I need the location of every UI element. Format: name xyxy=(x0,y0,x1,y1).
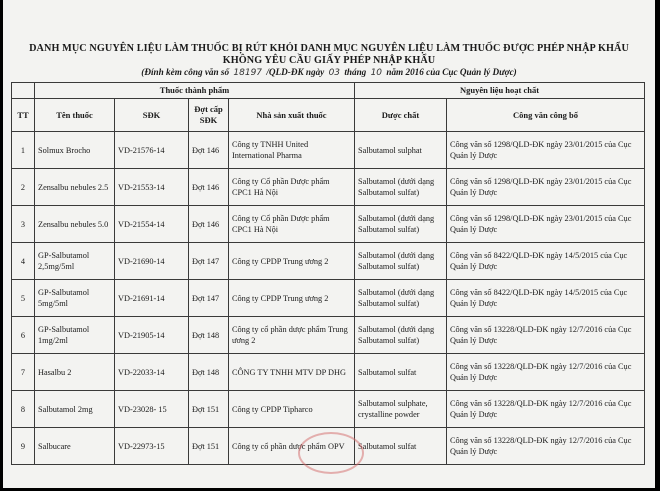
cell-name: GP-Salbutamol 5mg/5ml xyxy=(35,280,115,317)
column-header-name: Tên thuốc xyxy=(35,99,115,132)
table-row xyxy=(12,243,645,280)
cell-name: GP-Salbutamol 2,5mg/5ml xyxy=(35,243,115,280)
cell-tt: 3 xyxy=(12,206,35,243)
handwritten-day: 03 xyxy=(328,68,341,78)
cell-substance: Salbutamol sulphat xyxy=(355,132,447,169)
document-title-line2: KHÔNG YÊU CẦU GIẤY PHÉP NHẬP KHẨU xyxy=(222,55,436,66)
cell-manufacturer: Công ty CPDP Trung ương 2 xyxy=(229,280,355,317)
cell-tt: 6 xyxy=(12,317,35,354)
subtitle-part-c: tháng xyxy=(344,67,367,77)
table-row xyxy=(12,132,645,169)
header-tt-spacer xyxy=(12,83,35,99)
cell-batch: Đợt 148 xyxy=(189,354,229,391)
group-header-finished-product: Thuốc thành phẩm xyxy=(35,83,355,99)
cell-batch: Đợt 147 xyxy=(189,280,229,317)
subtitle-part-b: /QLD-ĐK ngày xyxy=(266,67,325,77)
cell-dispatch: Công văn số 1298/QLD-ĐK ngày 23/01/2015 của Cục Quản lý Dược xyxy=(447,169,645,206)
column-header-manufacturer: Nhà sản xuất thuốc xyxy=(229,99,355,132)
cell-name: GP-Salbutamol 1mg/2ml xyxy=(35,317,115,354)
column-header-dispatch: Công văn công bố xyxy=(447,99,645,132)
group-header-active-ingredient: Nguyên liệu hoạt chất xyxy=(355,83,645,99)
cell-tt: 2 xyxy=(12,169,35,206)
cell-name: Zensalbu nebules 2.5 xyxy=(35,169,115,206)
cell-name: Hasalbu 2 xyxy=(35,354,115,391)
cell-dispatch: Công văn số 13228/QLD-ĐK ngày 12/7/2016 của Cục Quản lý Dược xyxy=(447,317,645,354)
cell-dispatch: Công văn số 8422/QLD-ĐK ngày 14/5/2015 của Cục Quản lý Dược xyxy=(447,280,645,317)
table-row xyxy=(12,280,645,317)
cell-name: Solmux Brocho xyxy=(35,132,115,169)
cell-substance: Salbutamol (dưới dạng Salbutamol sulfat) xyxy=(355,169,447,206)
cell-substance: Salbutamol sulphate, crystalline powder xyxy=(355,391,447,428)
table-row xyxy=(12,354,645,391)
cell-sdk: VD-22033-14 xyxy=(115,354,189,391)
withdrawn-materials-table xyxy=(11,82,645,465)
cell-batch: Đợt 148 xyxy=(189,317,229,354)
cell-sdk: VD-21690-14 xyxy=(115,243,189,280)
cell-name: Zensalbu nebules 5.0 xyxy=(35,206,115,243)
cell-manufacturer: Công ty cổ phần dược phẩm Trung ương 2 xyxy=(229,317,355,354)
cell-tt: 5 xyxy=(12,280,35,317)
cell-tt: 4 xyxy=(12,243,35,280)
cell-batch: Đợt 147 xyxy=(189,243,229,280)
cell-tt: 9 xyxy=(12,428,35,465)
cell-manufacturer: CÔNG TY TNHH MTV DP DHG xyxy=(229,354,355,391)
cell-manufacturer: Công ty TNHH United International Pharma xyxy=(229,132,355,169)
cell-dispatch: Công văn số 1298/QLD-ĐK ngày 23/01/2015 của Cục Quản lý Dược xyxy=(447,132,645,169)
cell-batch: Đợt 151 xyxy=(189,428,229,465)
cell-dispatch: Công văn số 13228/QLD-ĐK ngày 12/7/2016 của Cục Quản lý Dược xyxy=(447,391,645,428)
cell-sdk: VD-22973-15 xyxy=(115,428,189,465)
cell-manufacturer: Công ty Cổ phần Dược phẩm CPC1 Hà Nội xyxy=(229,206,355,243)
cell-tt: 8 xyxy=(12,391,35,428)
cell-sdk: VD-21554-14 xyxy=(115,206,189,243)
cell-dispatch: Công văn số 13228/QLD-ĐK ngày 12/7/2016 của Cục Quản lý Dược xyxy=(447,428,645,465)
document-title-line1: DANH MỤC NGUYÊN LIỆU LÀM THUỐC BỊ RÚT KHỎI DANH MỤC NGUYÊN LIỆU LÀM THUỐC ĐƯỢC PHÉP NHẬP KHẨU xyxy=(29,43,629,54)
cell-batch: Đợt 146 xyxy=(189,206,229,243)
document-subtitle xyxy=(3,67,655,78)
cell-substance: Salbutamol (dưới dạng Salbutamol sulfat) xyxy=(355,243,447,280)
table-row xyxy=(12,169,645,206)
handwritten-dispatch-number: 18197 xyxy=(233,68,263,78)
cell-manufacturer: Công ty cổ phần dược phẩm OPV xyxy=(229,428,355,465)
cell-sdk: VD-21576-14 xyxy=(115,132,189,169)
cell-dispatch: Công văn số 8422/QLD-ĐK ngày 14/5/2015 của Cục Quản lý Dược xyxy=(447,243,645,280)
cell-name: Salbucare xyxy=(35,428,115,465)
column-header-sdk: SĐK xyxy=(115,99,189,132)
cell-name: Salbutamol 2mg xyxy=(35,391,115,428)
column-header-substance: Dược chất xyxy=(355,99,447,132)
cell-manufacturer: Công ty Cổ phần Dược phẩm CPC1 Hà Nội xyxy=(229,169,355,206)
cell-substance: Salbutamol sulfat xyxy=(355,428,447,465)
cell-tt: 1 xyxy=(12,132,35,169)
subtitle-part-d: năm 2016 của Cục Quản lý Dược) xyxy=(386,67,517,77)
table-row xyxy=(12,317,645,354)
subtitle-part-a: (Đính kèm công văn số xyxy=(141,67,230,77)
red-seal-stamp xyxy=(298,432,364,474)
cell-sdk: VD-21905-14 xyxy=(115,317,189,354)
cell-dispatch: Công văn số 13228/QLD-ĐK ngày 12/7/2016 của Cục Quản lý Dược xyxy=(447,354,645,391)
cell-batch: Đợt 146 xyxy=(189,132,229,169)
cell-sdk: VD-23028- 15 xyxy=(115,391,189,428)
cell-substance: Salbutamol sulfat xyxy=(355,354,447,391)
table-row xyxy=(12,391,645,428)
cell-tt: 7 xyxy=(12,354,35,391)
cell-manufacturer: Công ty CPDP Trung ương 2 xyxy=(229,243,355,280)
document-page xyxy=(3,0,655,488)
cell-sdk: VD-21691-14 xyxy=(115,280,189,317)
cell-substance: Salbutamol (dưới dạng Salbutamol sulfat) xyxy=(355,280,447,317)
column-header-batch: Đợt cấp SĐK xyxy=(189,99,229,132)
cell-substance: Salbutamol (dưới dạng Salbutamol sulfat) xyxy=(355,206,447,243)
cell-manufacturer: Công ty CPDP Tipharco xyxy=(229,391,355,428)
cell-sdk: VD-21553-14 xyxy=(115,169,189,206)
handwritten-month: 10 xyxy=(370,68,383,78)
cell-batch: Đợt 146 xyxy=(189,169,229,206)
table-row xyxy=(12,206,645,243)
column-header-tt: TT xyxy=(12,99,35,132)
cell-substance: Salbutamol (dưới dạng Salbutamol sulfat) xyxy=(355,317,447,354)
cell-batch: Đợt 151 xyxy=(189,391,229,428)
cell-dispatch: Công văn số 1298/QLD-ĐK ngày 23/01/2015 của Cục Quản lý Dược xyxy=(447,206,645,243)
